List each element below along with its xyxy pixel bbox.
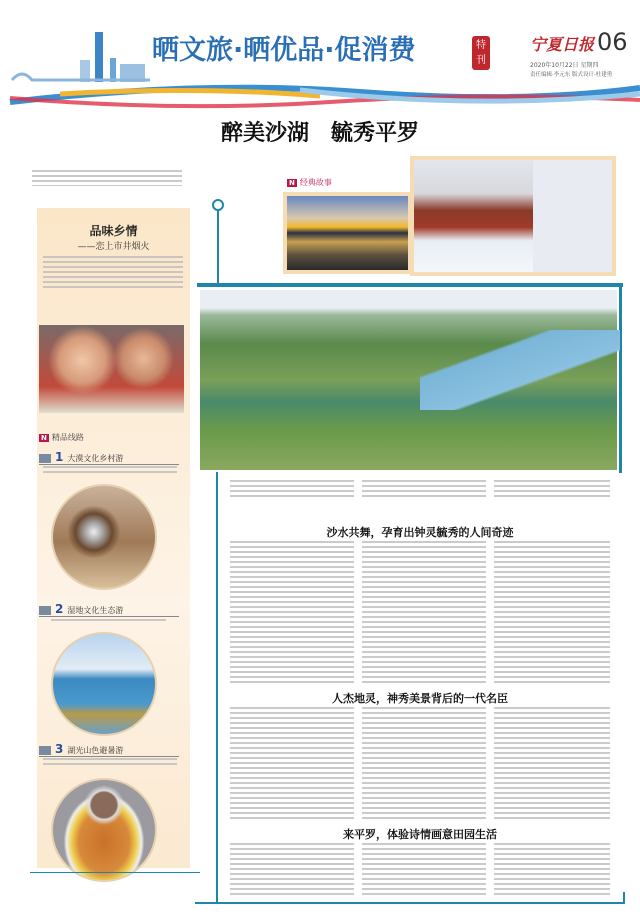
issue-date: 2020年10月22日 星期四 [530, 62, 599, 69]
article-intro-text [230, 480, 610, 500]
sidebar-text [43, 256, 183, 290]
page-number: 06 [597, 28, 628, 56]
sunset-lake-photo [283, 192, 412, 274]
frame-node-icon [212, 199, 224, 211]
story-tag-label: 经典故事 [299, 178, 332, 187]
story-tag [287, 177, 332, 188]
header-banner [0, 0, 640, 108]
route-label: 线路 [39, 608, 52, 615]
route-label: 线路 [39, 456, 52, 463]
page-title: 醉美沙湖 毓秀平罗 [220, 121, 419, 146]
aerial-water-channel [420, 330, 620, 410]
route-2-text [51, 619, 166, 623]
sidebar-panel [37, 208, 190, 868]
intro-text [32, 170, 182, 186]
frame-bottom-hook [623, 892, 625, 904]
route-1-desert-photo [51, 484, 157, 590]
n-badge-icon: N [41, 433, 47, 442]
aerial-wetland-photo [200, 290, 617, 470]
sidebar-subheading: ——恋上市井烟火 [77, 242, 150, 252]
route-name: 湿地文化生态游 [67, 606, 124, 615]
section-3-text [230, 843, 610, 898]
route-3-text [43, 758, 177, 767]
section-2-text [230, 707, 610, 822]
snow-pavilion-photo [410, 156, 616, 276]
masthead-logo: 宁夏日报 [530, 35, 595, 54]
route-label: 线路 [39, 748, 52, 755]
special-issue-seal: 特刊 [472, 36, 490, 70]
section-heading: 沙水共舞，孕育出钟灵毓秀的人间奇迹 [326, 526, 514, 539]
route-1-text [43, 466, 177, 475]
route-2-wetland-photo [51, 632, 157, 736]
editors-line: 责任编辑·李元东 版式设计·杜建勇 [530, 72, 613, 78]
route-2 [39, 602, 179, 617]
frame-top-rule [197, 283, 623, 287]
route-number: 3 [55, 742, 64, 756]
sidebar-bottom-rule [30, 872, 200, 873]
route-3 [39, 742, 179, 757]
section-heading: 来平罗，体验诗情画意田园生活 [343, 828, 497, 841]
route-name: 湖光山色避暑游 [67, 746, 124, 755]
routes-section-label [39, 432, 84, 443]
route-number: 2 [55, 602, 64, 616]
route-name: 大漠文化乡村游 [67, 454, 124, 463]
header-slogan: 晒文旅·晒优品·促消费 [152, 35, 416, 66]
n-badge-icon: N [289, 178, 295, 187]
frame-connector [217, 211, 219, 285]
section-heading: 人杰地灵，神秀美景背后的一代名臣 [332, 692, 508, 705]
sidebar-heading: 品味乡情 [89, 224, 138, 238]
route-number: 1 [55, 450, 64, 464]
route-1 [39, 450, 179, 465]
frame-bottom-rule [195, 902, 625, 904]
routes-section-title: 精品线路 [51, 433, 84, 442]
route-3-food-photo [51, 778, 157, 882]
section-1-text [230, 541, 610, 686]
children-eating-photo [39, 325, 184, 413]
